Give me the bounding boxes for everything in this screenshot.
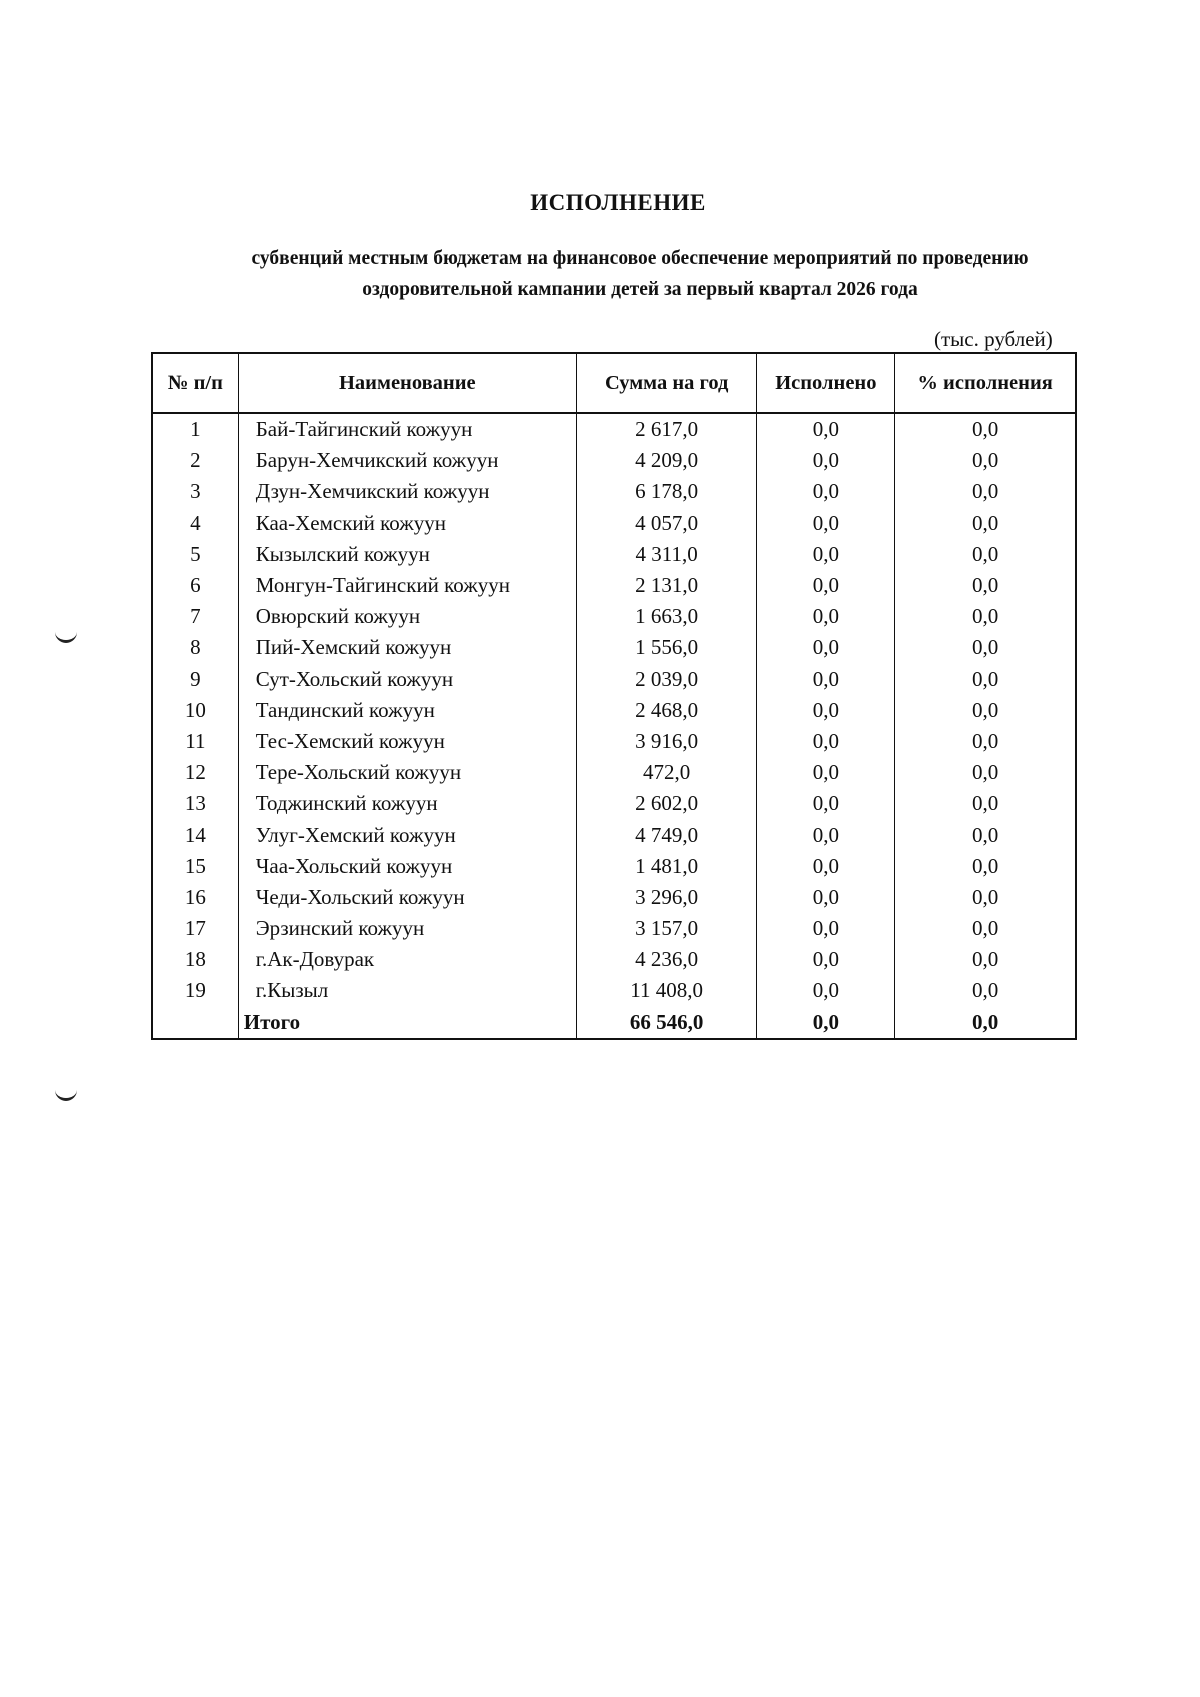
cell-num: 6 [152, 570, 238, 601]
cell-sum: 472,0 [576, 757, 757, 788]
subtitle-line-2: оздоровительной кампании детей за первый квартал 2026 года [362, 279, 918, 300]
cell-num: 14 [152, 819, 238, 850]
cell-sum: 4 057,0 [576, 508, 757, 539]
cell-name: Овюрский кожуун [238, 601, 576, 632]
cell-sum: 6 178,0 [576, 476, 757, 507]
cell-name: г.Ак-Довурак [238, 944, 576, 975]
cell-pct: 0,0 [895, 601, 1076, 632]
document-subtitle [140, 243, 1140, 305]
cell-done: 0,0 [757, 664, 895, 695]
cell-pct: 0,0 [895, 539, 1076, 570]
cell-sum: 1 663,0 [576, 601, 757, 632]
cell-sum: 2 131,0 [576, 570, 757, 601]
cell-num: 2 [152, 445, 238, 476]
cell-num: 5 [152, 539, 238, 570]
cell-num: 19 [152, 975, 238, 1006]
cell-num: 1 [152, 413, 238, 445]
cell-pct: 0,0 [895, 726, 1076, 757]
cell-done: 0,0 [757, 445, 895, 476]
total-pct: 0,0 [895, 1007, 1076, 1039]
cell-num: 7 [152, 601, 238, 632]
cell-done: 0,0 [757, 851, 895, 882]
cell-name: Тоджинский кожуун [238, 788, 576, 819]
cell-name: Сут-Хольский кожуун [238, 664, 576, 695]
cell-name: Дзун-Хемчикский кожуун [238, 476, 576, 507]
cell-sum: 2 039,0 [576, 664, 757, 695]
cell-done: 0,0 [757, 757, 895, 788]
cell-pct: 0,0 [895, 632, 1076, 663]
table-header-row [152, 353, 1076, 413]
cell-sum: 3 157,0 [576, 913, 757, 944]
cell-pct: 0,0 [895, 851, 1076, 882]
total-done: 0,0 [757, 1007, 895, 1039]
cell-sum: 2 602,0 [576, 788, 757, 819]
scan-mark [55, 630, 77, 643]
cell-name: Пий-Хемский кожуун [238, 632, 576, 663]
cell-name: Тандинский кожуун [238, 695, 576, 726]
cell-num: 12 [152, 757, 238, 788]
cell-pct: 0,0 [895, 570, 1076, 601]
table-row [152, 445, 1076, 476]
cell-sum: 4 236,0 [576, 944, 757, 975]
scan-mark [55, 1088, 77, 1101]
cell-sum: 1 556,0 [576, 632, 757, 663]
cell-name: Каа-Хемский кожуун [238, 508, 576, 539]
cell-done: 0,0 [757, 476, 895, 507]
cell-name: Улуг-Хемский кожуун [238, 819, 576, 850]
cell-done: 0,0 [757, 508, 895, 539]
cell-done: 0,0 [757, 601, 895, 632]
table-row [152, 601, 1076, 632]
cell-num: 18 [152, 944, 238, 975]
cell-done: 0,0 [757, 788, 895, 819]
table-row [152, 476, 1076, 507]
cell-done: 0,0 [757, 570, 895, 601]
cell-name: Бай-Тайгинский кожуун [238, 413, 576, 445]
cell-name: Барун-Хемчикский кожуун [238, 445, 576, 476]
total-row [152, 1007, 1076, 1039]
table-row [152, 413, 1076, 445]
header-done: Исполнено [757, 353, 895, 413]
cell-sum: 4 209,0 [576, 445, 757, 476]
cell-name: Чеди-Хольский кожуун [238, 882, 576, 913]
cell-done: 0,0 [757, 695, 895, 726]
cell-sum: 4 311,0 [576, 539, 757, 570]
cell-name: Кызылский кожуун [238, 539, 576, 570]
cell-pct: 0,0 [895, 476, 1076, 507]
table-row [152, 819, 1076, 850]
execution-table [151, 352, 1077, 1040]
cell-num: 8 [152, 632, 238, 663]
cell-name: Эрзинский кожуун [238, 913, 576, 944]
cell-done: 0,0 [757, 632, 895, 663]
table-row [152, 757, 1076, 788]
cell-done: 0,0 [757, 975, 895, 1006]
cell-done: 0,0 [757, 882, 895, 913]
subtitle-line-1: субвенций местным бюджетам на финансовое обеспечение мероприятий по проведению [251, 248, 1029, 269]
cell-pct: 0,0 [895, 445, 1076, 476]
header-pct: % исполнения [895, 353, 1076, 413]
cell-done: 0,0 [757, 726, 895, 757]
header-num: № п/п [152, 353, 238, 413]
cell-sum: 3 916,0 [576, 726, 757, 757]
total-label: Итого [238, 1007, 576, 1039]
table-row [152, 632, 1076, 663]
cell-num: 4 [152, 508, 238, 539]
table-row [152, 975, 1076, 1006]
cell-done: 0,0 [757, 944, 895, 975]
header-sum: Сумма на год [576, 353, 757, 413]
cell-pct: 0,0 [895, 413, 1076, 445]
cell-name: Чаа-Хольский кожуун [238, 851, 576, 882]
cell-done: 0,0 [757, 913, 895, 944]
cell-pct: 0,0 [895, 819, 1076, 850]
cell-sum: 1 481,0 [576, 851, 757, 882]
cell-num: 3 [152, 476, 238, 507]
table-row [152, 570, 1076, 601]
table-row [152, 664, 1076, 695]
cell-num: 15 [152, 851, 238, 882]
cell-num: 16 [152, 882, 238, 913]
cell-name: Монгун-Тайгинский кожуун [238, 570, 576, 601]
cell-name: г.Кызыл [238, 975, 576, 1006]
units-note: (тыс. рублей) [934, 327, 1053, 351]
table-row [152, 539, 1076, 570]
cell-pct: 0,0 [895, 664, 1076, 695]
cell-sum: 4 749,0 [576, 819, 757, 850]
cell-pct: 0,0 [895, 913, 1076, 944]
cell-num: 17 [152, 913, 238, 944]
cell-num: 9 [152, 664, 238, 695]
table-row [152, 508, 1076, 539]
cell-pct: 0,0 [895, 975, 1076, 1006]
table-row [152, 913, 1076, 944]
cell-pct: 0,0 [895, 757, 1076, 788]
cell-done: 0,0 [757, 819, 895, 850]
cell-num: 10 [152, 695, 238, 726]
cell-pct: 0,0 [895, 882, 1076, 913]
table-row [152, 788, 1076, 819]
table-row [152, 944, 1076, 975]
cell-num: 13 [152, 788, 238, 819]
total-num [152, 1007, 238, 1039]
table-row [152, 851, 1076, 882]
cell-sum: 2 468,0 [576, 695, 757, 726]
cell-pct: 0,0 [895, 788, 1076, 819]
table-body [152, 413, 1076, 1039]
cell-pct: 0,0 [895, 944, 1076, 975]
table-row [152, 695, 1076, 726]
cell-done: 0,0 [757, 413, 895, 445]
table-row [152, 726, 1076, 757]
cell-sum: 2 617,0 [576, 413, 757, 445]
cell-name: Тес-Хемский кожуун [238, 726, 576, 757]
table-row [152, 882, 1076, 913]
cell-pct: 0,0 [895, 508, 1076, 539]
cell-sum: 11 408,0 [576, 975, 757, 1006]
cell-done: 0,0 [757, 539, 895, 570]
header-name: Наименование [238, 353, 576, 413]
cell-sum: 3 296,0 [576, 882, 757, 913]
document-title: ИСПОЛНЕНИЕ [530, 190, 706, 215]
cell-num: 11 [152, 726, 238, 757]
cell-name: Тере-Хольский кожуун [238, 757, 576, 788]
total-sum: 66 546,0 [576, 1007, 757, 1039]
cell-pct: 0,0 [895, 695, 1076, 726]
